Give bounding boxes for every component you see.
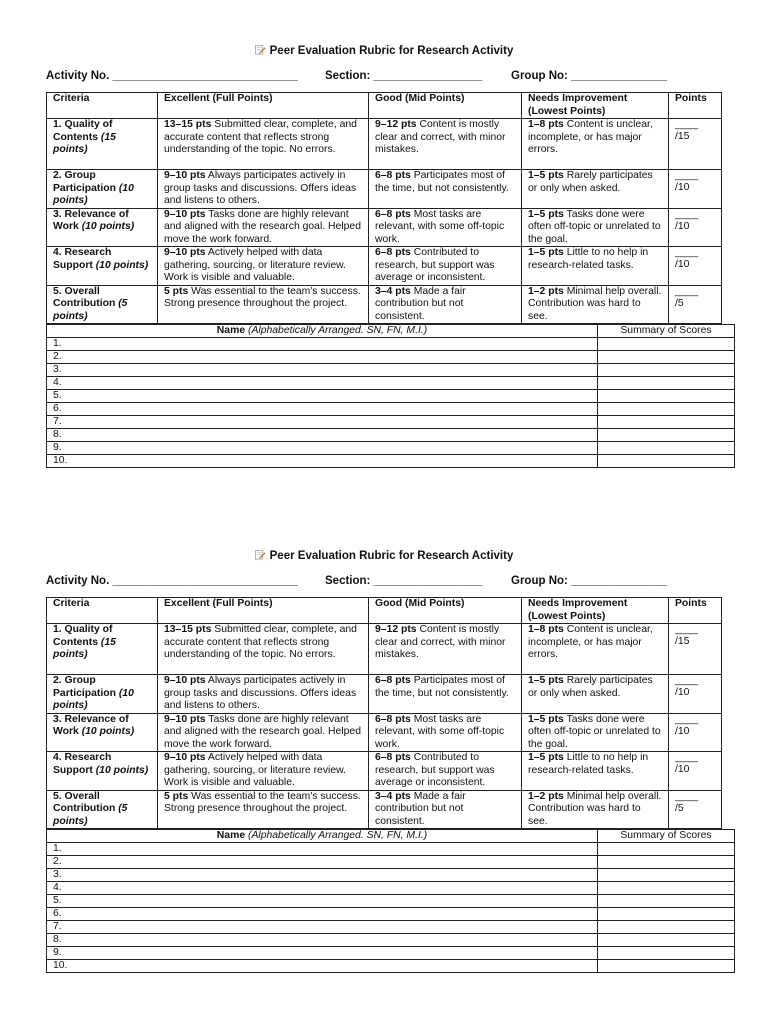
good-description: Most tasks are relevant, with some off-topic work. (375, 713, 505, 750)
rubric-row (47, 208, 722, 247)
excellent-points: 9–10 pts (164, 247, 206, 258)
points-blank[interactable]: ____ (675, 208, 699, 220)
points-blank[interactable]: ____ (675, 790, 699, 802)
name-label: Name (216, 830, 246, 841)
points-max: /15 (675, 131, 690, 142)
excellent-description: Actively helped with data gathering, sourcing, or literature review. Work is visible and valuable. (164, 247, 346, 283)
criterion-points: (10 points) (81, 221, 135, 232)
name-cell[interactable]: 1. (47, 843, 598, 856)
excellent-points: 9–10 pts (164, 752, 206, 763)
activity-no-field[interactable]: Activity No. _____________________________ (46, 575, 298, 587)
needs-points: 1–5 pts (528, 752, 564, 763)
good-points: 6–8 pts (375, 170, 411, 181)
points-blank[interactable]: ____ (675, 247, 699, 258)
good-description: Content is mostly clear and correct, with minor mistakes. (375, 624, 506, 660)
form-info-line (46, 575, 722, 590)
criterion-cell (47, 752, 158, 791)
needs-description: Minimal help overall. Contribution was hard to see. (528, 790, 662, 827)
score-cell[interactable] (598, 351, 735, 364)
header-needs-improvement: Needs Improvement (Lowest Points) (522, 598, 669, 624)
rubric-sheet-1 (46, 44, 722, 468)
rubric-sheet-2 (46, 549, 722, 973)
excellent-description: Was essential to the team's success. Strong presence throughout the project. (164, 790, 361, 814)
good-points: 9–12 pts (375, 119, 417, 130)
score-cell[interactable] (598, 390, 735, 403)
header-points: Points (669, 598, 722, 624)
header-good: Good (Mid Points) (369, 598, 522, 624)
criterion-points: (5 points) (53, 803, 128, 827)
points-cell[interactable] (669, 624, 722, 675)
criterion-points: (15 points) (53, 636, 116, 660)
name-row (47, 843, 735, 856)
name-row (47, 364, 735, 377)
name-row (47, 947, 735, 960)
good-description: Contributed to research, but support was average or inconsistent. (375, 752, 495, 788)
points-blank[interactable]: ____ (675, 675, 699, 686)
good-cell (369, 675, 522, 714)
good-points: 6–8 pts (375, 247, 411, 258)
excellent-description: Submitted clear, complete, and accurate content that reflects strong understanding of the topic. No errors. (164, 119, 357, 155)
form-title-text: Peer Evaluation Rubric for Research Activity (269, 45, 514, 57)
points-cell[interactable] (669, 790, 722, 829)
criterion-name: 2. Group Participation (53, 675, 116, 699)
name-cell[interactable]: 8. (47, 934, 598, 947)
name-cell[interactable]: 7. (47, 921, 598, 934)
good-points: 6–8 pts (375, 675, 411, 686)
needs-cell (522, 119, 669, 170)
form-title (46, 44, 722, 60)
score-cell[interactable] (598, 947, 735, 960)
header-needs-improvement: Needs Improvement (Lowest Points) (522, 93, 669, 119)
name-cell[interactable]: 7. (47, 416, 598, 429)
score-cell[interactable] (598, 442, 735, 455)
good-description: Participates most of the time, but not consistently. (375, 170, 509, 194)
score-cell[interactable] (598, 416, 735, 429)
name-row (47, 895, 735, 908)
name-label: Name (216, 325, 246, 336)
excellent-points: 9–10 pts (164, 170, 206, 181)
needs-cell (522, 752, 669, 791)
name-row (47, 416, 735, 429)
criterion-cell (47, 170, 158, 209)
header-good: Good (Mid Points) (369, 93, 522, 119)
points-cell[interactable] (669, 752, 722, 791)
needs-cell (522, 285, 669, 324)
form-title (46, 549, 722, 565)
points-blank[interactable]: ____ (675, 713, 699, 725)
excellent-description: Always participates actively in group tasks and discussions. Offers ideas and listens to others. (164, 170, 357, 206)
criterion-points: (10 points) (53, 687, 134, 711)
excellent-cell (158, 247, 369, 286)
criterion-points: (10 points) (53, 182, 134, 206)
group-no-field[interactable]: Group No: _______________ (511, 70, 667, 82)
needs-points: 1–8 pts (528, 624, 564, 635)
summary-header: Summary of Scores (598, 830, 735, 843)
score-cell[interactable] (598, 856, 735, 869)
excellent-description: Submitted clear, complete, and accurate content that reflects strong understanding of the topic. No errors. (164, 624, 357, 660)
header-criteria: Criteria (47, 598, 158, 624)
rubric-row (47, 119, 722, 170)
good-cell (369, 119, 522, 170)
criterion-cell (47, 713, 158, 752)
needs-description: Minimal help overall. Contribution was hard to see. (528, 285, 662, 322)
name-cell[interactable]: 1. (47, 338, 598, 351)
criterion-name: 1. Quality of Contents (53, 119, 113, 143)
names-table (46, 829, 735, 973)
name-cell[interactable]: 5. (47, 895, 598, 908)
good-points: 6–8 pts (375, 713, 411, 725)
name-row (47, 455, 735, 468)
names-header-row (47, 325, 735, 338)
score-cell[interactable] (598, 429, 735, 442)
criterion-points: (15 points) (53, 131, 116, 155)
name-cell[interactable]: 2. (47, 351, 598, 364)
name-cell[interactable]: 10. (47, 455, 598, 468)
excellent-description: Actively helped with data gathering, sourcing, or literature review. Work is visible and valuable. (164, 752, 346, 788)
good-cell (369, 285, 522, 324)
excellent-points: 13–15 pts (164, 624, 212, 635)
good-points: 3–4 pts (375, 790, 411, 802)
excellent-cell (158, 208, 369, 247)
needs-points: 1–2 pts (528, 285, 564, 297)
good-points: 3–4 pts (375, 285, 411, 297)
name-row (47, 934, 735, 947)
header-points: Points (669, 93, 722, 119)
needs-cell (522, 170, 669, 209)
name-row (47, 351, 735, 364)
good-cell (369, 624, 522, 675)
name-row (47, 390, 735, 403)
header-criteria: Criteria (47, 93, 158, 119)
points-max: /10 (675, 259, 690, 270)
excellent-points: 9–10 pts (164, 208, 206, 220)
name-cell[interactable]: 9. (47, 947, 598, 960)
good-description: Made a fair contribution but not consistent. (375, 285, 466, 322)
points-cell[interactable] (669, 713, 722, 752)
name-note: (Alphabetically Arranged. SN, FN, M.I.) (248, 325, 428, 336)
rubric-table (46, 597, 722, 829)
names-header-row (47, 830, 735, 843)
excellent-description: Tasks done are highly relevant and aligned with the research goal. Helped move the work forward. (164, 208, 361, 245)
points-max: /5 (675, 297, 684, 309)
name-row (47, 403, 735, 416)
name-cell[interactable]: 4. (47, 882, 598, 895)
points-max: /15 (675, 636, 690, 647)
pencil-note-icon (255, 549, 266, 560)
criterion-points: (10 points) (95, 764, 149, 776)
name-cell[interactable]: 5. (47, 390, 598, 403)
name-cell[interactable]: 8. (47, 429, 598, 442)
points-cell[interactable] (669, 119, 722, 170)
name-row (47, 921, 735, 934)
summary-header: Summary of Scores (598, 325, 735, 338)
points-cell[interactable] (669, 170, 722, 209)
excellent-cell (158, 170, 369, 209)
criterion-points: (10 points) (81, 726, 135, 737)
points-blank[interactable]: ____ (675, 170, 699, 181)
name-row (47, 429, 735, 442)
score-cell[interactable] (598, 377, 735, 390)
header-excellent: Excellent (Full Points) (158, 93, 369, 119)
score-cell[interactable] (598, 364, 735, 377)
points-blank[interactable]: ____ (675, 285, 699, 297)
excellent-description: Always participates actively in group tasks and discussions. Offers ideas and listens to others. (164, 675, 357, 711)
name-cell[interactable]: 6. (47, 908, 598, 921)
good-cell (369, 247, 522, 286)
name-row (47, 882, 735, 895)
good-description: Participates most of the time, but not consistently. (375, 675, 509, 699)
criterion-points: (5 points) (53, 298, 128, 322)
needs-description: Content is unclear, incomplete, or has major errors. (528, 624, 653, 660)
criterion-name: 3. Relevance of Work (53, 713, 129, 737)
activity-no-field[interactable]: Activity No. _____________________________ (46, 70, 298, 82)
needs-description: Tasks done were often off-topic or unrelated to the goal. (528, 713, 661, 750)
good-points: 6–8 pts (375, 208, 411, 220)
points-max: /10 (675, 182, 690, 193)
names-table (46, 324, 735, 468)
needs-points: 1–5 pts (528, 675, 564, 686)
needs-points: 1–5 pts (528, 170, 564, 181)
rubric-row (47, 752, 722, 791)
criterion-name: 3. Relevance of Work (53, 208, 129, 232)
excellent-cell (158, 675, 369, 714)
name-row (47, 338, 735, 351)
criterion-name: 5. Overall Contribution (53, 790, 116, 814)
name-row (47, 856, 735, 869)
good-points: 9–12 pts (375, 624, 417, 635)
excellent-points: 9–10 pts (164, 675, 206, 686)
needs-cell (522, 208, 669, 247)
criterion-cell (47, 119, 158, 170)
form-title-text: Peer Evaluation Rubric for Research Activity (269, 550, 514, 562)
name-cell[interactable]: 9. (47, 442, 598, 455)
score-cell[interactable] (598, 921, 735, 934)
excellent-description: Tasks done are highly relevant and aligned with the research goal. Helped move the work forward. (164, 713, 361, 750)
criterion-cell (47, 208, 158, 247)
name-cell[interactable]: 3. (47, 364, 598, 377)
excellent-cell (158, 713, 369, 752)
excellent-points: 5 pts (164, 285, 189, 297)
needs-cell (522, 713, 669, 752)
needs-description: Little to no help in research-related tasks. (528, 752, 649, 776)
rubric-header-row (47, 598, 722, 624)
needs-points: 1–5 pts (528, 208, 564, 220)
needs-cell (522, 675, 669, 714)
score-cell[interactable] (598, 882, 735, 895)
name-cell[interactable]: 6. (47, 403, 598, 416)
name-cell[interactable]: 3. (47, 869, 598, 882)
criterion-name: 5. Overall Contribution (53, 285, 116, 309)
good-cell (369, 752, 522, 791)
rubric-row (47, 247, 722, 286)
section-field[interactable]: Section: _________________ (325, 575, 483, 587)
points-max: /10 (675, 220, 690, 232)
rubric-row (47, 675, 722, 714)
rubric-row (47, 170, 722, 209)
good-description: Most tasks are relevant, with some off-topic work. (375, 208, 505, 245)
good-cell (369, 790, 522, 829)
score-cell[interactable] (598, 934, 735, 947)
needs-points: 1–2 pts (528, 790, 564, 802)
name-note: (Alphabetically Arranged. SN, FN, M.I.) (248, 830, 428, 841)
rubric-table (46, 92, 722, 324)
points-cell[interactable] (669, 285, 722, 324)
rubric-row (47, 790, 722, 829)
name-cell[interactable]: 4. (47, 377, 598, 390)
needs-description: Rarely participates or only when asked. (528, 170, 653, 194)
name-row (47, 960, 735, 973)
score-cell[interactable] (598, 338, 735, 351)
needs-description: Little to no help in research-related tasks. (528, 247, 649, 271)
points-cell[interactable] (669, 247, 722, 286)
points-blank[interactable]: ____ (675, 752, 699, 763)
needs-points: 1–5 pts (528, 247, 564, 258)
criterion-cell (47, 624, 158, 675)
score-cell[interactable] (598, 908, 735, 921)
needs-points: 1–5 pts (528, 713, 564, 725)
good-cell (369, 170, 522, 209)
names-header (47, 325, 598, 338)
excellent-cell (158, 119, 369, 170)
excellent-points: 13–15 pts (164, 119, 212, 130)
points-max: /10 (675, 764, 690, 775)
excellent-description: Was essential to the team's success. Strong presence throughout the project. (164, 285, 361, 309)
points-cell[interactable] (669, 675, 722, 714)
name-row (47, 908, 735, 921)
group-no-field[interactable]: Group No: _______________ (511, 575, 667, 587)
criterion-cell (47, 285, 158, 324)
rubric-row (47, 713, 722, 752)
score-cell[interactable] (598, 843, 735, 856)
excellent-points: 5 pts (164, 790, 189, 802)
points-blank[interactable]: ____ (675, 624, 699, 635)
rubric-row (47, 285, 722, 324)
excellent-points: 9–10 pts (164, 713, 206, 725)
points-max: /10 (675, 687, 690, 698)
criterion-name: 2. Group Participation (53, 170, 116, 194)
section-field[interactable]: Section: _________________ (325, 70, 483, 82)
name-row (47, 377, 735, 390)
good-description: Made a fair contribution but not consistent. (375, 790, 466, 827)
needs-description: Rarely participates or only when asked. (528, 675, 653, 699)
excellent-cell (158, 285, 369, 324)
good-cell (369, 208, 522, 247)
good-description: Content is mostly clear and correct, with minor mistakes. (375, 119, 506, 155)
needs-cell (522, 247, 669, 286)
points-max: /5 (675, 802, 684, 814)
needs-points: 1–8 pts (528, 119, 564, 130)
names-header (47, 830, 598, 843)
criterion-name: 4. Research Support (53, 752, 112, 776)
excellent-cell (158, 752, 369, 791)
needs-description: Content is unclear, incomplete, or has major errors. (528, 119, 653, 155)
header-excellent: Excellent (Full Points) (158, 598, 369, 624)
excellent-cell (158, 624, 369, 675)
score-cell[interactable] (598, 455, 735, 468)
name-cell[interactable]: 2. (47, 856, 598, 869)
rubric-header-row (47, 93, 722, 119)
points-cell[interactable] (669, 208, 722, 247)
rubric-row (47, 624, 722, 675)
name-row (47, 869, 735, 882)
needs-cell (522, 624, 669, 675)
score-cell[interactable] (598, 960, 735, 973)
score-cell[interactable] (598, 869, 735, 882)
criterion-cell (47, 675, 158, 714)
criterion-name: 1. Quality of Contents (53, 624, 113, 648)
good-cell (369, 713, 522, 752)
name-cell[interactable]: 10. (47, 960, 598, 973)
points-max: /10 (675, 725, 690, 737)
points-blank[interactable]: ____ (675, 119, 699, 130)
excellent-cell (158, 790, 369, 829)
pencil-note-icon (255, 44, 266, 55)
criterion-name: 4. Research Support (53, 247, 112, 271)
name-row (47, 442, 735, 455)
criterion-cell (47, 790, 158, 829)
score-cell[interactable] (598, 895, 735, 908)
good-description: Contributed to research, but support was average or inconsistent. (375, 247, 495, 283)
needs-cell (522, 790, 669, 829)
needs-description: Tasks done were often off-topic or unrelated to the goal. (528, 208, 661, 245)
criterion-cell (47, 247, 158, 286)
form-info-line (46, 70, 722, 85)
score-cell[interactable] (598, 403, 735, 416)
criterion-points: (10 points) (95, 259, 149, 271)
good-points: 6–8 pts (375, 752, 411, 763)
